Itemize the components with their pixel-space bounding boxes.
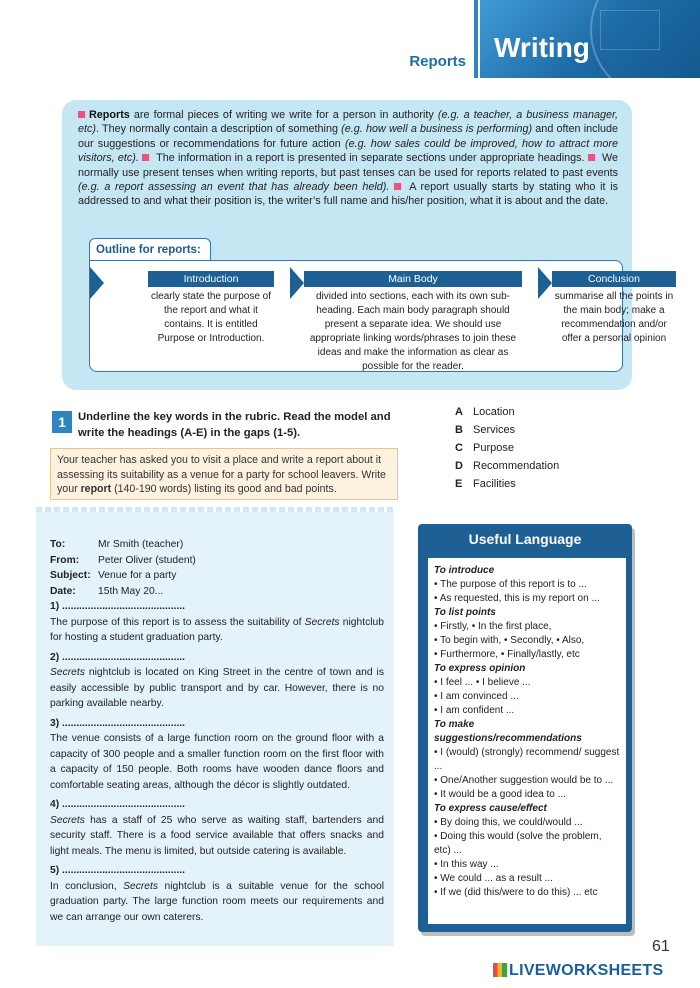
gap-3[interactable]: 3) ........................................... (50, 717, 186, 729)
useful-language-item: • It would be a good idea to ... (434, 789, 566, 800)
report-paragraph: The venue consists of a large function room on the ground floor with a capacity of 300 people and a smaller function room on the first floor with a capacity of 150 people. Both rooms have wooden dance floors and comfortable seating areas, although the décor is slightly outdated. (50, 733, 384, 791)
outline-box (89, 260, 674, 372)
page-number: 61 (652, 938, 670, 955)
useful-language-item: • Firstly, • In the first place, (434, 621, 552, 632)
heading-option: C Purpose (455, 442, 514, 454)
intro-panel (62, 100, 674, 390)
useful-language-item: • Doing this would (solve the problem, etc) ... (434, 831, 602, 856)
headings-list (455, 403, 559, 493)
report-paragraph: In conclusion, Secrets nightclub is a suitable venue for the school graduation party. The large function room meets our requirements and we can arrange our own caterers. (50, 880, 384, 923)
useful-language-subheading: To introduce (434, 565, 495, 576)
outline-column-text: clearly state the purpose of the report and what it contains. It is entitled Purpose or Introduction. (150, 291, 272, 344)
report-meta-to: To: Mr Smith (teacher) (50, 539, 184, 550)
report-meta-from: From: Peter Oliver (student) (50, 554, 196, 566)
useful-language-item: • As requested, this is my report on ... (434, 593, 600, 604)
report-meta-date: Date: 15th May 20... (50, 585, 164, 597)
bullet-square-icon (142, 154, 149, 161)
outline-column-main-body (304, 271, 522, 374)
gap-1[interactable]: 1) ........................................... (50, 601, 186, 612)
gap-5[interactable]: 5) ........................................... (50, 865, 186, 876)
useful-language-item: • The purpose of this report is to ... (434, 579, 587, 590)
heading-option: A Location (455, 406, 515, 418)
useful-language-subheading: To list points (434, 607, 496, 618)
outline-column-text: summarise all the points in the main body; make a recommendation and/or offer a personal opinion (554, 291, 674, 344)
outline-column-text: divided into sections, each with its own sub-heading. Each main body paragraph should present a separate idea. We should use appropriate linking words/phrases to join these ideas and make the information as clear as possible for the reader. (309, 291, 517, 372)
page-title: Writing (494, 32, 590, 63)
useful-language-item: • By doing this, we could/would ... (434, 817, 583, 828)
report-meta-subject: Subject: Venue for a party (50, 570, 177, 581)
useful-language-title: Useful Language (468, 531, 582, 547)
useful-language-item: • To begin with, • Secondly, • Also, (434, 635, 585, 646)
useful-language-box (418, 524, 632, 932)
outline-column-conclusion (552, 271, 676, 346)
report-paragraph: Secrets nightclub is located on King Street in the centre of town and is easily accessible by public transport and by car. However, there is no parking available nearby. (50, 667, 384, 709)
task-number: 1 (52, 411, 72, 433)
outline-column-head: Introduction (148, 271, 274, 287)
heading-option: D Recommendation (455, 460, 560, 472)
arrow-right-icon (290, 267, 304, 299)
useful-language-item: • I am convinced ... (434, 691, 519, 702)
brand-logo-icon (493, 963, 507, 977)
arrow-right-icon (538, 267, 552, 299)
report-paragraph: The purpose of this report is to assess the suitability of Secrets nightclub for hosting a student graduation party. (50, 616, 384, 643)
useful-language-item: • I (would) (strongly) recommend/ suggest ... (434, 747, 620, 772)
heading-option: E Facilities (455, 478, 516, 490)
useful-language-item: • In this way ... (434, 859, 499, 870)
brand-logo: LIVEWORKSHEETS (493, 962, 663, 980)
task-instruction: Underline the key words in the rubric. Read the model and write the headings (A-E) in the gaps (1-5). (78, 411, 391, 439)
section-label: Reports (409, 53, 466, 70)
useful-language-item: • Furthermore, • Finally/lastly, etc (434, 649, 580, 660)
arrow-right-icon (90, 267, 104, 299)
useful-language-item: • We could ... as a result ... (434, 873, 553, 884)
model-report (36, 512, 394, 946)
header-divider (474, 0, 478, 78)
useful-language-item: • If we (did this/were to do this) ... etc (434, 887, 598, 898)
useful-language-item: • I am confident ... (434, 705, 515, 716)
outline-column-head: Conclusion (552, 271, 676, 287)
header-banner (480, 0, 700, 78)
useful-language-list (428, 558, 626, 924)
bullet-square-icon (78, 111, 85, 118)
useful-language-item: • I feel ... • I believe ... (434, 677, 531, 688)
useful-language-subheading: To express opinion (434, 663, 526, 674)
useful-language-subheading: To make suggestions/recommendations (434, 719, 582, 744)
bullet-square-icon (588, 154, 595, 161)
intro-term: Reports (89, 109, 130, 121)
outline-title: Outline for reports: (89, 238, 211, 262)
report-paragraph: Secrets has a staff of 25 who serve as waiting staff, bartenders and security staff. There is a food service available that offers snacks and light meals. The menu is limited, but outside catering is available. (50, 814, 384, 857)
intro-text: Reports are formal pieces of writing we write for a person in authority (e.g. a teacher, a business manager, etc). They normally contain a description of something (e.g. how well a business is performing) and often include our suggestions or recommendations for future action (e.g. how sales could be improved, how to attract more visitors, etc). The information in a report is presented in separate sections under appropriate headings. We normally use present tenses when writing reports, but past tenses can be used for reports related to past events (e.g. a report assessing an event that has already been held). A report usually starts by stating who it is addressed to and what their position is, the writer’s full name and his/her position, what it is about and the date. (78, 109, 619, 208)
banner-decoration (600, 10, 660, 50)
useful-language-item: • One/Another suggestion would be to ... (434, 775, 614, 786)
gap-4[interactable]: 4) ........................................... (50, 799, 186, 810)
outline-column-head: Main Body (304, 271, 522, 287)
report-body (50, 537, 384, 925)
gap-2[interactable]: 2) ........................................... (50, 651, 186, 663)
outline-column-introduction (148, 271, 274, 346)
bullet-square-icon (394, 183, 401, 190)
heading-option: B Services (455, 424, 516, 436)
rubric-box: Your teacher has asked you to visit a place and write a report about it assessing its suitability as a venue for a party for school leavers. Write your report (140-190 words) listing its good and bad points. (50, 448, 398, 500)
useful-language-subheading: To express cause/effect (434, 803, 547, 814)
